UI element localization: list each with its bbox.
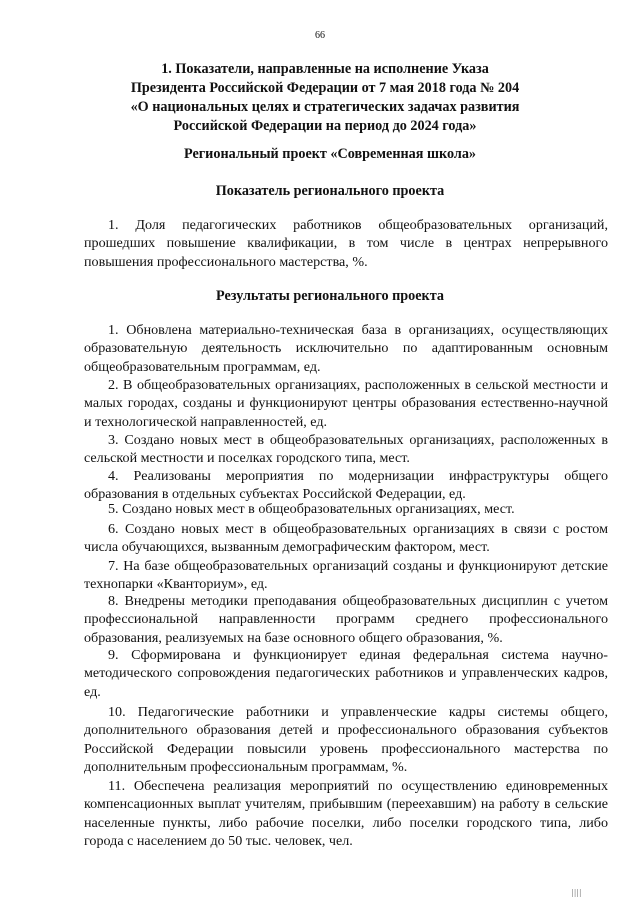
- results-heading: Результаты регионального проекта: [216, 288, 444, 304]
- section-title-line: Российской Федерации на период до 2024 года»: [173, 118, 477, 134]
- scan-mark: ||||: [571, 888, 582, 897]
- section-title-line: Президента Российской Федерации от 7 мая 2018 года № 204: [130, 80, 520, 96]
- indicator-paragraph: 1. Доля педагогических работников общеобразовательных организаций, прошедших повышение квалификации, в том числе в центрах непрерывного повышения профессионального мастерства, %.: [84, 217, 608, 270]
- section-title-line: 1. Показатели, направленные на исполнение Указа: [161, 61, 489, 77]
- page-number: 66: [315, 30, 325, 41]
- section-title: [80, 60, 570, 136]
- indicator-heading: Показатель регионального проекта: [215, 183, 445, 199]
- result-item: 11. Обеспечена реализация мероприятий по осуществлению единовременных компенсационных выплат учителям, прибывшим (переехавшим) на работу в сельские населенные пункты, либо рабочие поселки, либо поселки городского типа, либо города с населением до 50 тыс. человек, чел.: [84, 778, 608, 849]
- result-item: 3. Создано новых мест в общеобразовательных организациях, расположенных в сельской местности и поселках городского типа, мест.: [84, 432, 608, 467]
- result-item: 4. Реализованы мероприятия по модернизации инфраструктуры общего образования в отдельных субъектах Российской Федерации, ед.: [84, 468, 608, 503]
- result-item: 2. В общеобразовательных организациях, расположенных в сельской местности и малых городах, созданы и функционируют центры образования естественно-научной и технологической направленностей, ед.: [84, 377, 608, 430]
- result-item: 5. Создано новых мест в общеобразовательных организациях, мест.: [108, 501, 515, 517]
- result-item: 9. Сформирована и функционирует единая федеральная система научно-методического сопровождения педагогических работников и управленческих кадров, ед.: [84, 647, 608, 700]
- result-item: 1. Обновлена материально-техническая база в организациях, осуществляющих образовательную деятельность исключительно по адаптированным основным общеобразовательным программам, ед.: [84, 322, 608, 375]
- result-item: 8. Внедрены методики преподавания общеобразовательных дисциплин с учетом профессиональной направленности программ среднего профессионального образования, реализуемых на базе основного общего образования, %.: [84, 593, 608, 646]
- section-title-line: «О национальных целях и стратегических задачах развития: [130, 99, 520, 115]
- result-item: 6. Создано новых мест в общеобразовательных организациях в связи с ростом числа обучающихся, вызванным демографическим фактором, мест.: [84, 521, 608, 556]
- result-item: 7. На базе общеобразовательных организаций созданы и функционируют детские технопарки «Кванториум», ед.: [84, 558, 608, 593]
- result-item: 10. Педагогические работники и управленческие кадры системы общего, дополнительного образования детей и профессионального образования субъектов Российской Федерации повысили уровень профессионального мастерства по дополнительным профессиональным программам, %.: [84, 704, 608, 775]
- project-heading: Региональный проект «Современная школа»: [183, 146, 477, 162]
